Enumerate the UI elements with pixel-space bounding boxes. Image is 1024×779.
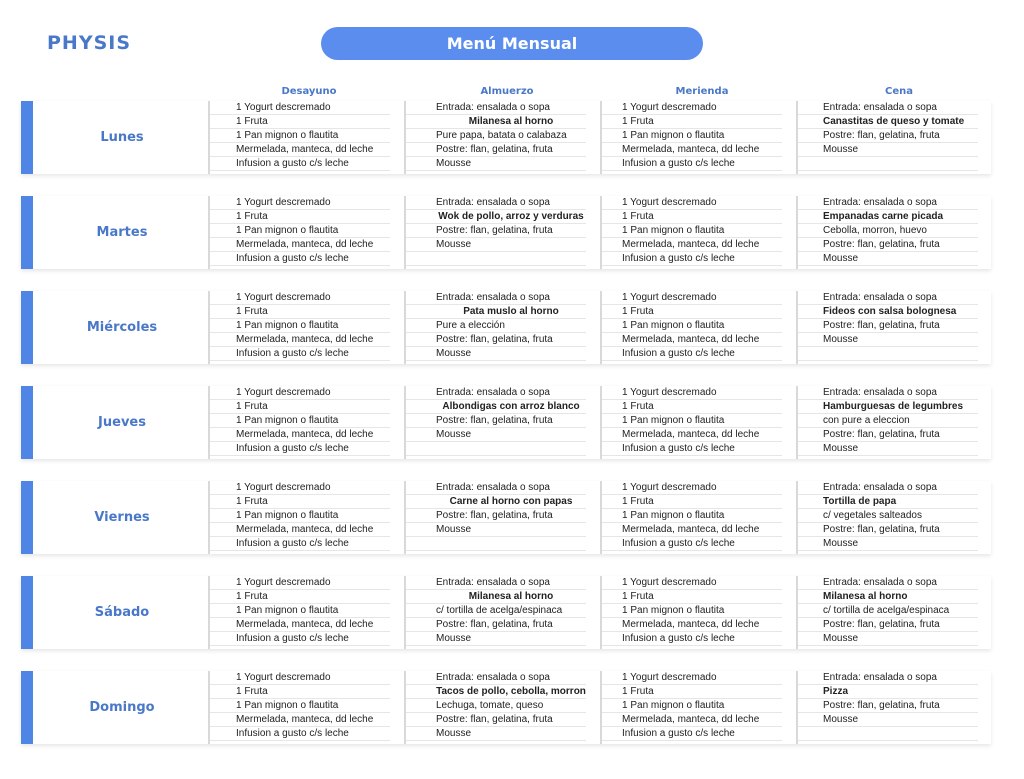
meal-line: 1 Yogurt descremado	[210, 101, 390, 115]
day-name: Lunes	[100, 130, 144, 145]
meal-line: Mermelada, manteca, dd leche	[210, 428, 390, 442]
meal-line: c/ tortilla de acelga/espinaca	[406, 604, 586, 618]
meal-line: Mermelada, manteca, dd leche	[210, 713, 390, 727]
meal-line: Mermelada, manteca, dd leche	[602, 428, 782, 442]
meal-cell-desayuno	[208, 291, 396, 364]
meal-cell-cena	[796, 576, 984, 649]
meal-line: Postre: flan, gelatina, fruta	[406, 143, 586, 157]
meal-line: Postre: flan, gelatina, fruta	[406, 414, 586, 428]
day-name: Domingo	[89, 700, 155, 715]
meal-line: Mousse	[406, 238, 586, 252]
meal-cell-desayuno	[208, 101, 396, 174]
meal-cell-merienda	[600, 291, 788, 364]
meal-cell-desayuno	[208, 671, 396, 744]
meal-line: con pure a eleccion	[798, 414, 978, 428]
meal-line: Postre: flan, gelatina, fruta	[406, 618, 586, 632]
meal-line: 1 Fruta	[210, 210, 390, 224]
meal-line: Postre: flan, gelatina, fruta	[406, 509, 586, 523]
meal-line: 1 Yogurt descremado	[210, 386, 390, 400]
meal-cell-cena	[796, 101, 984, 174]
column-header-merienda: Merienda	[675, 86, 729, 97]
meal-line: 1 Pan mignon o flautita	[602, 129, 782, 143]
meal-cell-cena	[796, 291, 984, 364]
meal-line: Mermelada, manteca, dd leche	[602, 143, 782, 157]
meal-line: 1 Yogurt descremado	[602, 386, 782, 400]
meal-line	[798, 727, 978, 741]
meal-cell-merienda	[600, 576, 788, 649]
meal-line	[406, 442, 586, 456]
meal-line: Mousse	[798, 252, 978, 266]
day-accent-bar	[21, 291, 33, 364]
meal-line: 1 Pan mignon o flautita	[210, 129, 390, 143]
meal-line: Infusion a gusto c/s leche	[210, 442, 390, 456]
day-name: Sábado	[94, 605, 150, 620]
meal-line: 1 Fruta	[210, 400, 390, 414]
meal-line: 1 Fruta	[210, 495, 390, 509]
meal-line: Postre: flan, gelatina, fruta	[798, 129, 978, 143]
meal-line: Albondigas con arroz blanco	[406, 400, 586, 414]
meal-line: Mermelada, manteca, dd leche	[210, 618, 390, 632]
meal-line: 1 Fruta	[602, 305, 782, 319]
meal-line: Mousse	[798, 632, 978, 646]
meal-line: Entrada: ensalada o sopa	[406, 671, 586, 685]
meal-line: 1 Yogurt descremado	[210, 576, 390, 590]
meal-line: Entrada: ensalada o sopa	[406, 576, 586, 590]
meal-line	[406, 537, 586, 551]
day-name: Martes	[96, 225, 148, 240]
meal-line: Mousse	[406, 523, 586, 537]
meal-line: Postre: flan, gelatina, fruta	[406, 713, 586, 727]
day-accent-bar	[21, 101, 33, 174]
meal-line: 1 Fruta	[210, 115, 390, 129]
meal-line: Mousse	[406, 157, 586, 171]
meal-line: 1 Fruta	[602, 400, 782, 414]
day-accent-bar	[21, 671, 33, 744]
meal-cell-merienda	[600, 101, 788, 174]
meal-line: Postre: flan, gelatina, fruta	[406, 224, 586, 238]
meal-line: 1 Fruta	[602, 210, 782, 224]
meal-line: Infusion a gusto c/s leche	[602, 727, 782, 741]
meal-line: Pure papa, batata o calabaza	[406, 129, 586, 143]
meal-line: Postre: flan, gelatina, fruta	[798, 523, 978, 537]
meal-line: Mermelada, manteca, dd leche	[602, 523, 782, 537]
meal-line: Entrada: ensalada o sopa	[798, 671, 978, 685]
meal-line: 1 Pan mignon o flautita	[602, 414, 782, 428]
meal-line: Mermelada, manteca, dd leche	[210, 333, 390, 347]
meal-line: Infusion a gusto c/s leche	[602, 442, 782, 456]
meal-line: Mousse	[406, 727, 586, 741]
meal-line: Infusion a gusto c/s leche	[602, 632, 782, 646]
meal-cell-desayuno	[208, 196, 396, 269]
meal-line: 1 Pan mignon o flautita	[210, 319, 390, 333]
day-row	[21, 291, 991, 364]
meal-line: Entrada: ensalada o sopa	[798, 291, 978, 305]
meal-line	[406, 252, 586, 266]
meal-cell-cena	[796, 196, 984, 269]
meal-line: Entrada: ensalada o sopa	[798, 386, 978, 400]
meal-line: Mermelada, manteca, dd leche	[602, 333, 782, 347]
meal-line: 1 Yogurt descremado	[602, 576, 782, 590]
meal-line: Entrada: ensalada o sopa	[406, 481, 586, 495]
day-accent-bar	[21, 576, 33, 649]
meal-line: Postre: flan, gelatina, fruta	[798, 428, 978, 442]
meal-line: Postre: flan, gelatina, fruta	[798, 238, 978, 252]
day-name: Jueves	[98, 415, 146, 430]
meal-line: 1 Yogurt descremado	[602, 291, 782, 305]
day-accent-bar	[21, 196, 33, 269]
meal-line: Wok de pollo, arroz y verduras	[406, 210, 586, 224]
meal-line: Infusion a gusto c/s leche	[602, 347, 782, 361]
meal-cell-cena	[796, 386, 984, 459]
day-row	[21, 576, 991, 649]
meal-line: Postre: flan, gelatina, fruta	[798, 618, 978, 632]
meal-line: Lechuga, tomate, queso	[406, 699, 586, 713]
meal-line: 1 Fruta	[602, 495, 782, 509]
day-name: Viernes	[94, 510, 150, 525]
meal-line: Fideos con salsa bolognesa	[798, 305, 978, 319]
page-title: Menú Mensual	[321, 27, 703, 60]
meal-line: 1 Pan mignon o flautita	[210, 224, 390, 238]
meal-line: Mousse	[798, 713, 978, 727]
meal-line: Carne al horno con papas	[406, 495, 586, 509]
meal-line: Pizza	[798, 685, 978, 699]
day-accent-bar	[21, 481, 33, 554]
meal-line: c/ tortilla de acelga/espinaca	[798, 604, 978, 618]
meal-line: Mermelada, manteca, dd leche	[602, 713, 782, 727]
meal-line	[798, 157, 978, 171]
day-row	[21, 671, 991, 744]
meal-line: 1 Yogurt descremado	[602, 101, 782, 115]
meal-line: Canastitas de queso y tomate	[798, 115, 978, 129]
meal-line: Mousse	[406, 428, 586, 442]
meal-line: 1 Fruta	[210, 685, 390, 699]
meal-line: Entrada: ensalada o sopa	[406, 196, 586, 210]
meal-line: Infusion a gusto c/s leche	[210, 252, 390, 266]
meal-line: Pure a elección	[406, 319, 586, 333]
day-accent-bar	[21, 386, 33, 459]
meal-line: Postre: flan, gelatina, fruta	[798, 699, 978, 713]
meal-line: 1 Yogurt descremado	[210, 196, 390, 210]
meal-line: Hamburguesas de legumbres	[798, 400, 978, 414]
meal-line: Infusion a gusto c/s leche	[210, 537, 390, 551]
column-header-cena: Cena	[885, 86, 913, 97]
meal-cell-desayuno	[208, 386, 396, 459]
day-name: Miércoles	[86, 320, 158, 335]
meal-line: Infusion a gusto c/s leche	[602, 537, 782, 551]
meal-line: Mermelada, manteca, dd leche	[602, 618, 782, 632]
meal-line: 1 Yogurt descremado	[210, 671, 390, 685]
meal-line: Mousse	[798, 442, 978, 456]
meal-cell-almuerzo	[404, 101, 592, 174]
meal-line: 1 Yogurt descremado	[210, 481, 390, 495]
meal-line: Infusion a gusto c/s leche	[210, 727, 390, 741]
meal-cell-almuerzo	[404, 671, 592, 744]
meal-cell-almuerzo	[404, 576, 592, 649]
brand-logo: PHYSIS	[47, 32, 132, 54]
meal-line: Entrada: ensalada o sopa	[798, 196, 978, 210]
meal-line: Mermelada, manteca, dd leche	[210, 238, 390, 252]
meal-cell-almuerzo	[404, 481, 592, 554]
meal-line: Entrada: ensalada o sopa	[406, 101, 586, 115]
meal-line: Entrada: ensalada o sopa	[406, 386, 586, 400]
meal-line: 1 Pan mignon o flautita	[210, 604, 390, 618]
meal-line: Mermelada, manteca, dd leche	[210, 143, 390, 157]
meal-line: Infusion a gusto c/s leche	[210, 157, 390, 171]
meal-line: Milanesa al horno	[406, 590, 586, 604]
meal-line: Mousse	[798, 537, 978, 551]
meal-line: 1 Yogurt descremado	[602, 196, 782, 210]
meal-line: 1 Pan mignon o flautita	[210, 414, 390, 428]
meal-line: Infusion a gusto c/s leche	[210, 347, 390, 361]
column-header-desayuno: Desayuno	[281, 86, 337, 97]
meal-line: Infusion a gusto c/s leche	[602, 157, 782, 171]
meal-line: 1 Fruta	[602, 115, 782, 129]
day-row	[21, 196, 991, 269]
meal-line: 1 Pan mignon o flautita	[602, 319, 782, 333]
meal-line: 1 Yogurt descremado	[210, 291, 390, 305]
meal-line: Mermelada, manteca, dd leche	[602, 238, 782, 252]
meal-cell-almuerzo	[404, 196, 592, 269]
meal-cell-almuerzo	[404, 291, 592, 364]
meal-line: Entrada: ensalada o sopa	[406, 291, 586, 305]
meal-cell-cena	[796, 481, 984, 554]
meal-line: Mousse	[406, 347, 586, 361]
meal-line: Mousse	[406, 632, 586, 646]
meal-line: 1 Pan mignon o flautita	[602, 699, 782, 713]
column-header-almuerzo: Almuerzo	[480, 86, 534, 97]
meal-cell-merienda	[600, 386, 788, 459]
day-row	[21, 481, 991, 554]
meal-line: Postre: flan, gelatina, fruta	[406, 333, 586, 347]
meal-line: 1 Fruta	[210, 305, 390, 319]
meal-line: Tortilla de papa	[798, 495, 978, 509]
meal-line: 1 Pan mignon o flautita	[602, 509, 782, 523]
meal-cell-merienda	[600, 481, 788, 554]
meal-line: Mermelada, manteca, dd leche	[210, 523, 390, 537]
meal-line: 1 Yogurt descremado	[602, 481, 782, 495]
meal-line: 1 Yogurt descremado	[602, 671, 782, 685]
meal-line: 1 Fruta	[210, 590, 390, 604]
meal-line: c/ vegetales salteados	[798, 509, 978, 523]
meal-line: Pata muslo al horno	[406, 305, 586, 319]
meal-line: Milanesa al horno	[406, 115, 586, 129]
meal-line: 1 Fruta	[602, 590, 782, 604]
day-row	[21, 101, 991, 174]
meal-line: 1 Pan mignon o flautita	[210, 699, 390, 713]
meal-line: Empanadas carne picada	[798, 210, 978, 224]
meal-line: 1 Fruta	[602, 685, 782, 699]
meal-line: Milanesa al horno	[798, 590, 978, 604]
meal-line: 1 Pan mignon o flautita	[602, 224, 782, 238]
meal-line: Entrada: ensalada o sopa	[798, 481, 978, 495]
meal-cell-almuerzo	[404, 386, 592, 459]
meal-line: 1 Pan mignon o flautita	[210, 509, 390, 523]
meal-cell-desayuno	[208, 481, 396, 554]
day-row	[21, 386, 991, 459]
meal-cell-merienda	[600, 671, 788, 744]
meal-line: Entrada: ensalada o sopa	[798, 576, 978, 590]
meal-line: Cebolla, morron, huevo	[798, 224, 978, 238]
meal-line: Mousse	[798, 143, 978, 157]
meal-cell-desayuno	[208, 576, 396, 649]
meal-line: Infusion a gusto c/s leche	[602, 252, 782, 266]
meal-line: Infusion a gusto c/s leche	[210, 632, 390, 646]
meal-line: 1 Pan mignon o flautita	[602, 604, 782, 618]
meal-cell-cena	[796, 671, 984, 744]
meal-line: Mousse	[798, 333, 978, 347]
meal-cell-merienda	[600, 196, 788, 269]
meal-line: Postre: flan, gelatina, fruta	[798, 319, 978, 333]
meal-line: Entrada: ensalada o sopa	[798, 101, 978, 115]
meal-line: Tacos de pollo, cebolla, morron	[406, 685, 586, 699]
meal-line	[798, 347, 978, 361]
